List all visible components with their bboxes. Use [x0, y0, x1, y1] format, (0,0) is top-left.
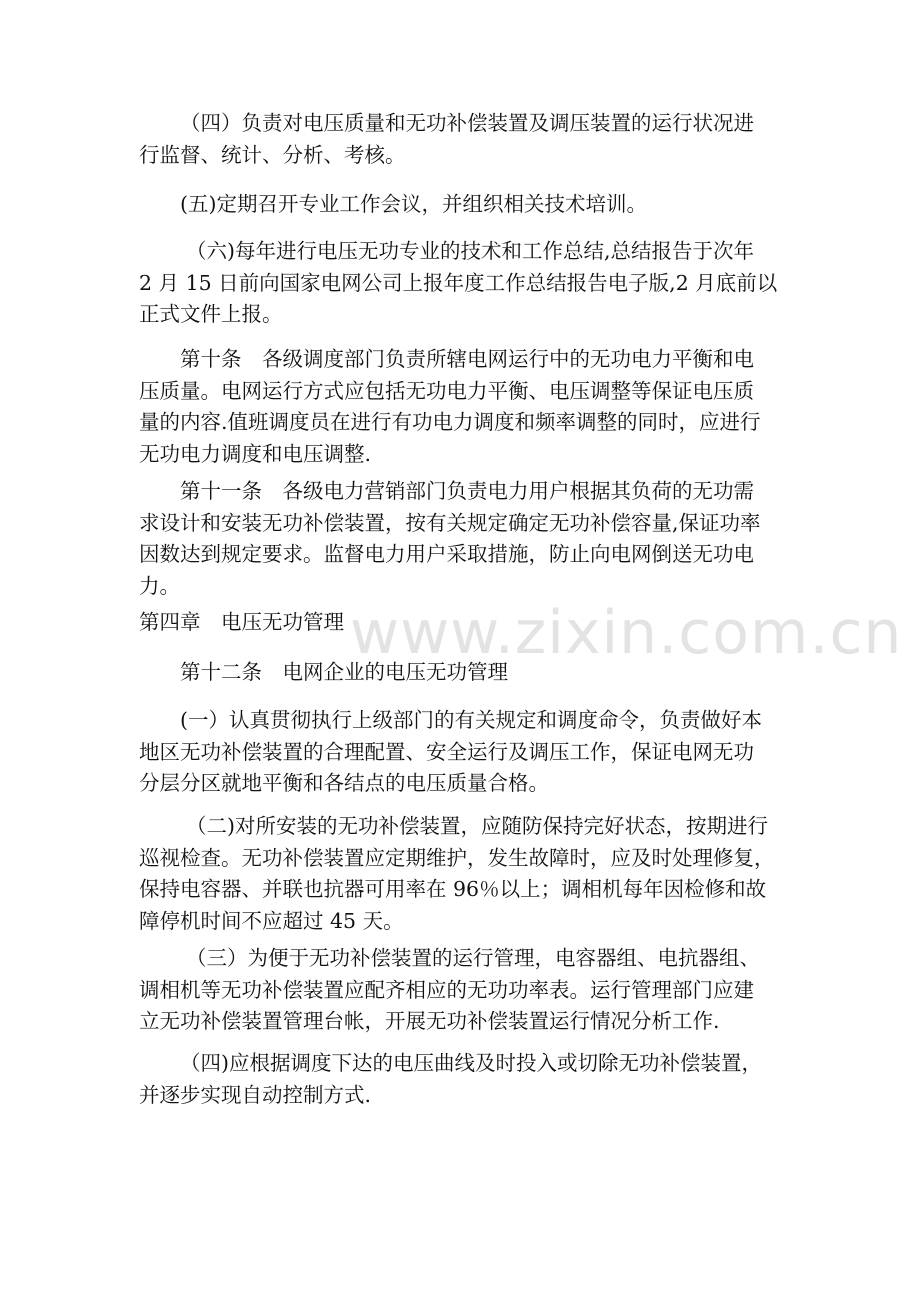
- text-line: 分层分区就地平衡和各结点的电压质量合格。: [139, 771, 549, 795]
- clause-4: [139, 1048, 789, 1111]
- text-line: 保持电容器、并联也抗器可用率在 96％以上；调相机每年因检修和故: [139, 877, 767, 901]
- clause-3: [139, 943, 789, 1038]
- text-line: 因数达到规定要求。监督电力用户采取措施，防止向电网倒送无功电: [139, 542, 754, 566]
- text-line: 巡视检查。无功补偿装置应定期维护，发生故障时，应及时处理修复，: [139, 845, 775, 870]
- text-line: 并逐步实现自动控制方式.: [139, 1082, 372, 1107]
- text-line: (一）认真贯彻执行上级部门的有关规定和调度命令，负责做好本: [180, 708, 762, 732]
- clause-1: [139, 705, 789, 800]
- text-line: 地区无功补偿装置的合理配置、安全运行及调压工作，保证电网无功: [139, 739, 754, 764]
- text-line: 力。: [139, 573, 180, 598]
- text-line: 正式文件上报。: [139, 302, 283, 326]
- text-line: 量的内容.值班调度员在进行有功电力调度和频率调整的同时，应进行: [139, 410, 761, 434]
- text-line: （二)对所安装的无功补偿装置，应随防保持完好状态，按期进行: [186, 814, 768, 838]
- text-line: 求设计和安装无功补偿装置，按有关规定确定无功补偿容量,保证功率: [139, 510, 761, 535]
- text-line: 第十二条 电网企业的电压无功管理: [180, 660, 508, 684]
- paragraph-6-summary: [139, 236, 789, 331]
- text-line: （四）负责对电压质量和无功补偿装置及调压装置的运行状况进: [180, 111, 754, 135]
- paragraph-4-supervision: [139, 108, 789, 171]
- text-line: （六)每年进行电压无功专业的技术和工作总结,总结报告于次年: [186, 239, 755, 263]
- text-line: 立无功补偿装置管理台帐，开展无功补偿装置运行情况分析工作.: [139, 1009, 720, 1033]
- text-line: 调相机等无功补偿装置应配齐相应的无功功率表。运行管理部门应建: [139, 977, 754, 1002]
- text-line: 障停机时间不应超过 45 天。: [139, 908, 404, 933]
- text-line: （四)应根据调度下达的电压曲线及时投入或切除无功补偿装置，: [180, 1051, 762, 1075]
- text-line: (五)定期召开专业工作会议，并组织相关技术培训。: [180, 192, 647, 216]
- article-11: [139, 476, 789, 602]
- text-line: 第十一条 各级电力营销部门负责电力用户根据其负荷的无功需: [180, 479, 754, 503]
- text-line: 第四章 电压无功管理: [139, 610, 344, 634]
- paragraph-5-meetings: [139, 189, 789, 221]
- text-line: 无功电力调度和电压调整.: [139, 441, 372, 466]
- text-line: 行监督、统计、分析、考核。: [139, 142, 406, 167]
- text-line: 第十条 各级调度部门负责所辖电网运行中的无功电力平衡和电: [180, 347, 754, 371]
- article-10: [139, 344, 789, 470]
- text-line: （三）为便于无功补偿装置的运行管理，电容器组、电抗器组、: [186, 946, 760, 970]
- watermark: www.zixin.com.cn: [350, 598, 903, 668]
- chapter-4-heading: [139, 607, 789, 639]
- text-line: 2 月 15 日前向国家电网公司上报年度工作总结报告电子版,2 月底前以: [139, 270, 778, 295]
- clause-2: [139, 811, 789, 937]
- text-line: 压质量。电网运行方式应包括无功电力平衡、电压调整等保证电压质: [139, 378, 754, 403]
- article-12: [139, 657, 789, 689]
